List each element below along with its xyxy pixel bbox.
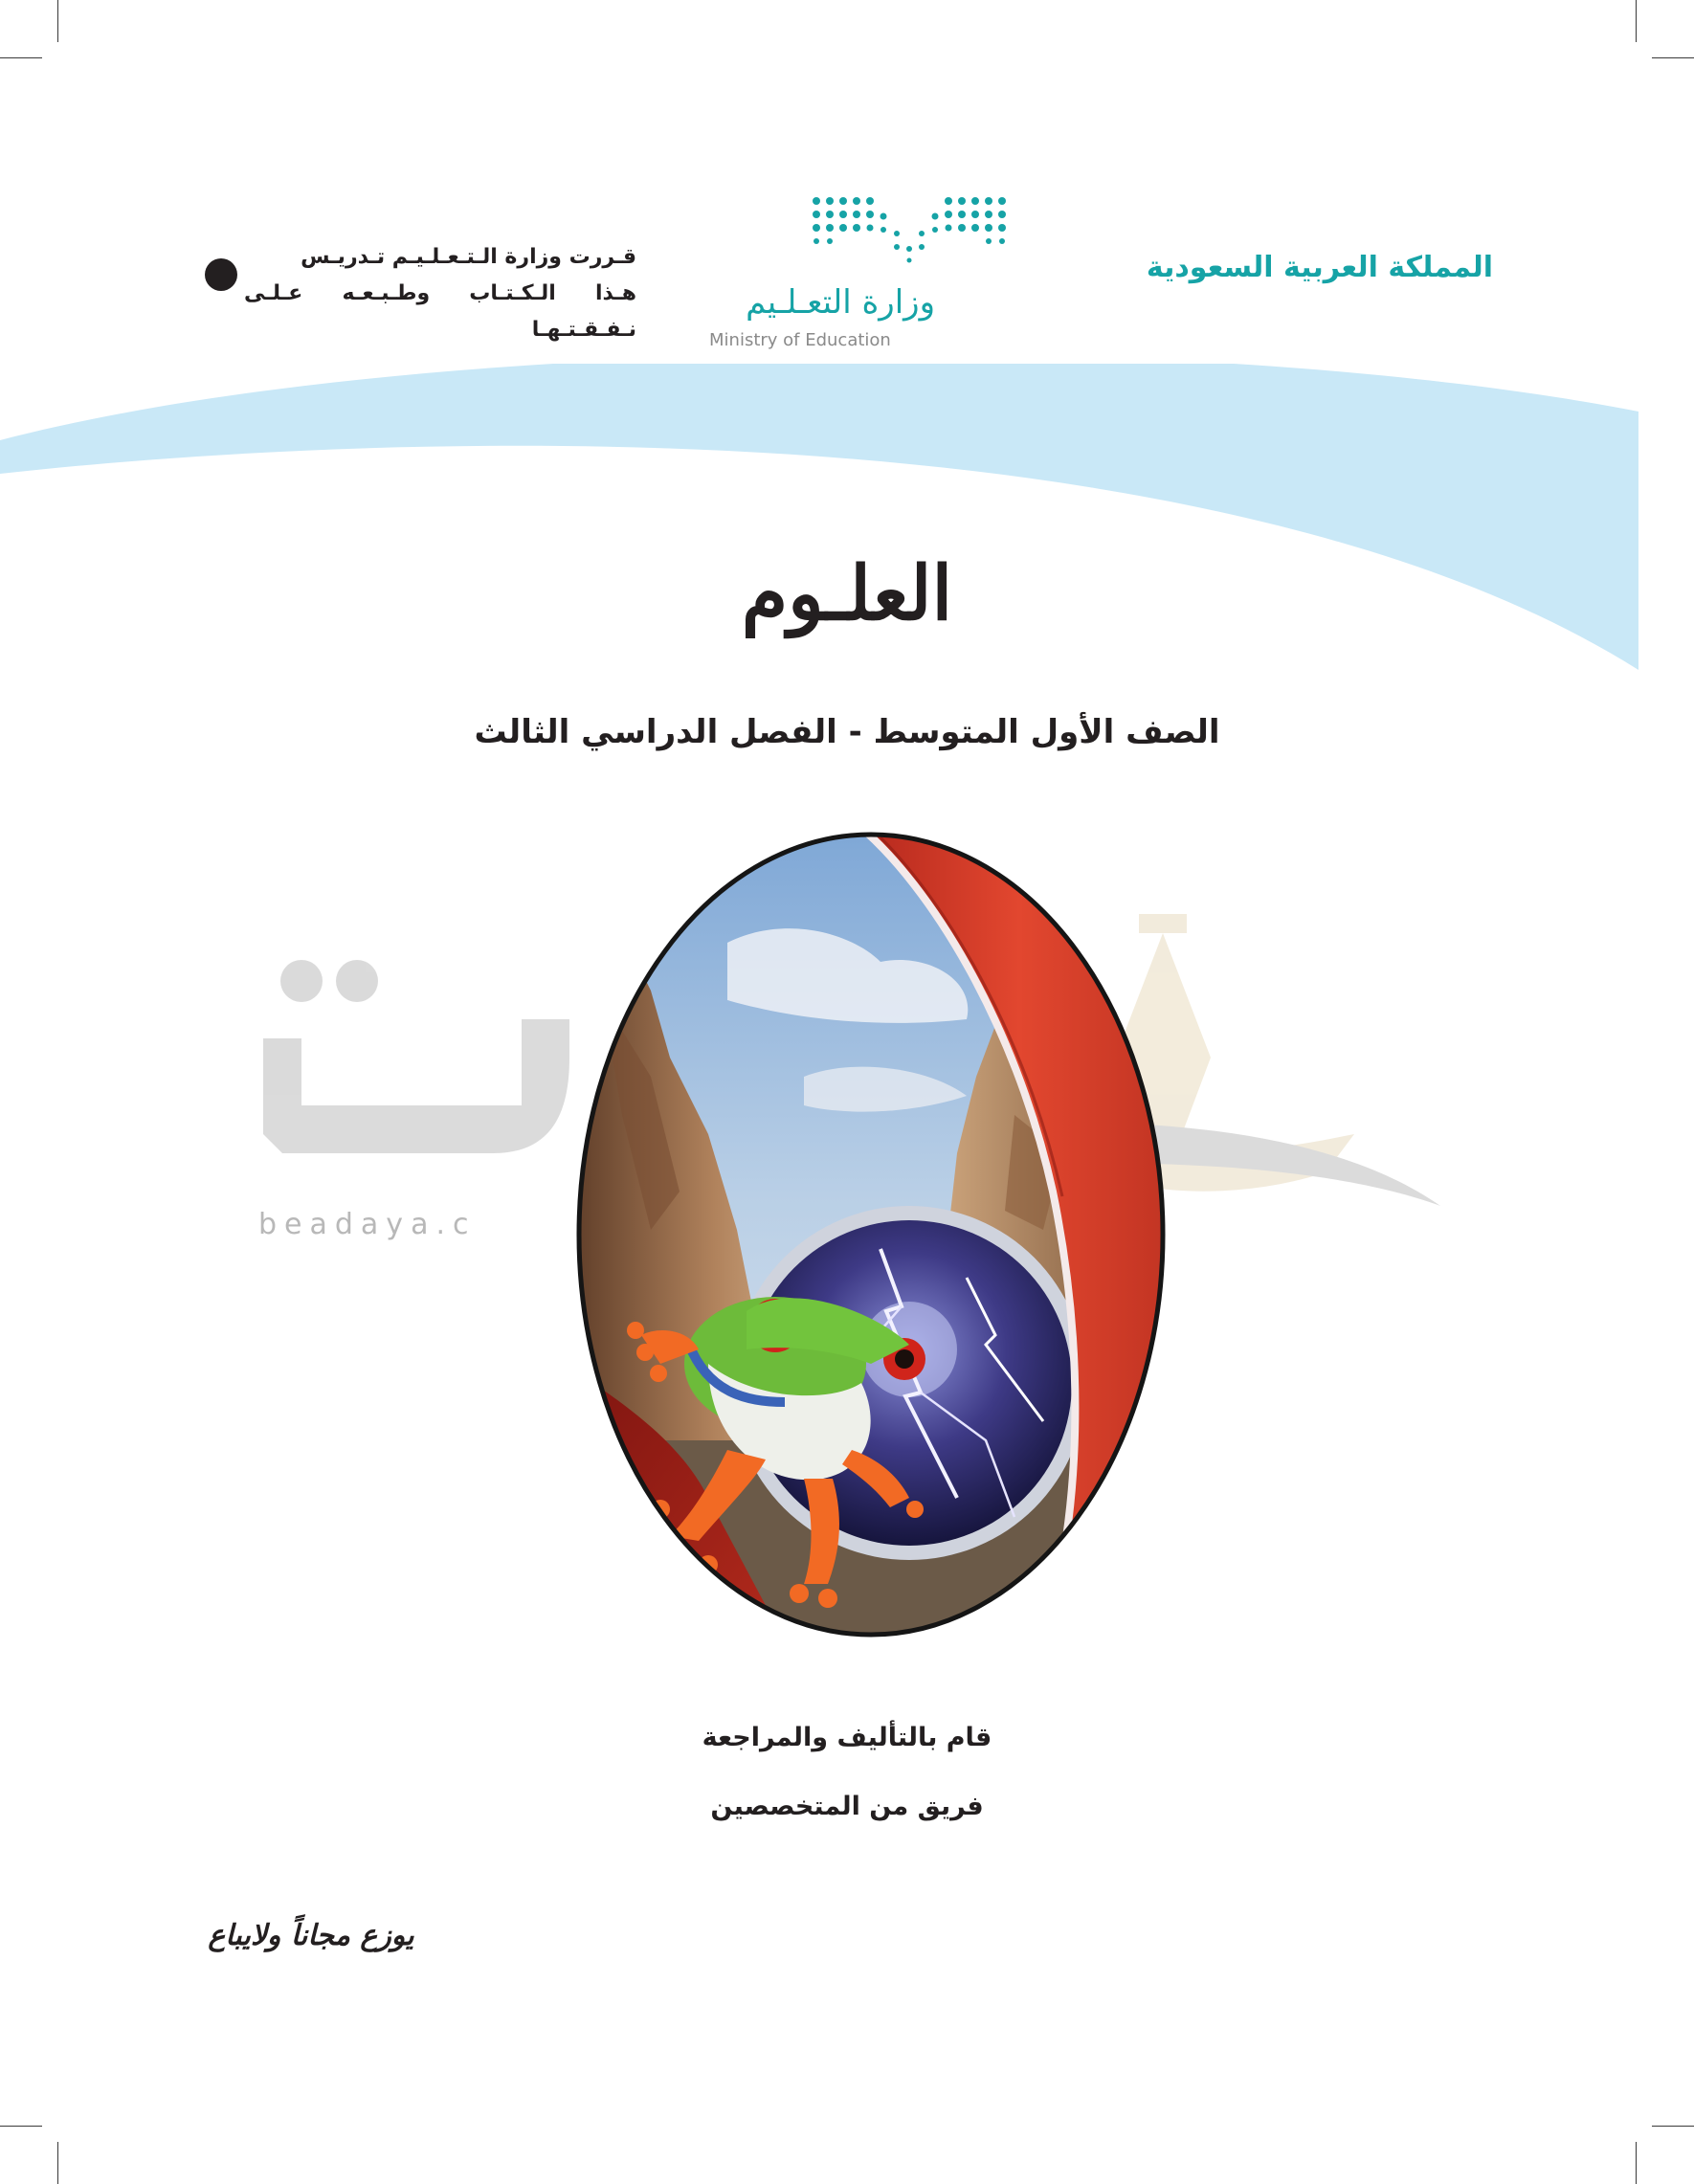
watermark-url: beadaya.c [258,1208,477,1241]
free-distribution-note: يوزع مجاناً ولايباع [208,1919,414,1952]
book-subtitle: الصف الأول المتوسط - الفصل الدراسي الثالث [474,713,1220,751]
decree-line: قـررت وزارة الـتـعـلـيـم تـدريـس [301,245,636,269]
cover-header [0,0,1694,383]
crop-mark [0,2126,42,2127]
decree-line: هـذا الـكـتـاب وطـبـعـه عـلـى نـفـقـتـهـا [244,281,636,342]
cover-illustration [565,828,1177,1641]
authors-credit [560,1704,1134,1841]
kingdom-name: المملكة العربية السعودية [1146,251,1493,284]
crop-mark [57,2142,58,2184]
ministry-logo [703,191,1029,364]
crop-mark [1636,2142,1637,2184]
ministry-logo-dots-icon [809,191,1019,268]
crop-mark [1652,2126,1694,2127]
book-title: العلـوم [741,550,953,637]
credit-line: قام بالتأليف والمراجعة [702,1723,992,1752]
ministry-name-arabic: وزارة التعـلـيم [746,283,935,322]
ministry-name-english: Ministry of Education [709,330,891,350]
credit-line: فريق من المتخصصين [710,1792,984,1821]
ministry-decree [244,239,636,348]
bullet-dot-icon [205,258,237,291]
